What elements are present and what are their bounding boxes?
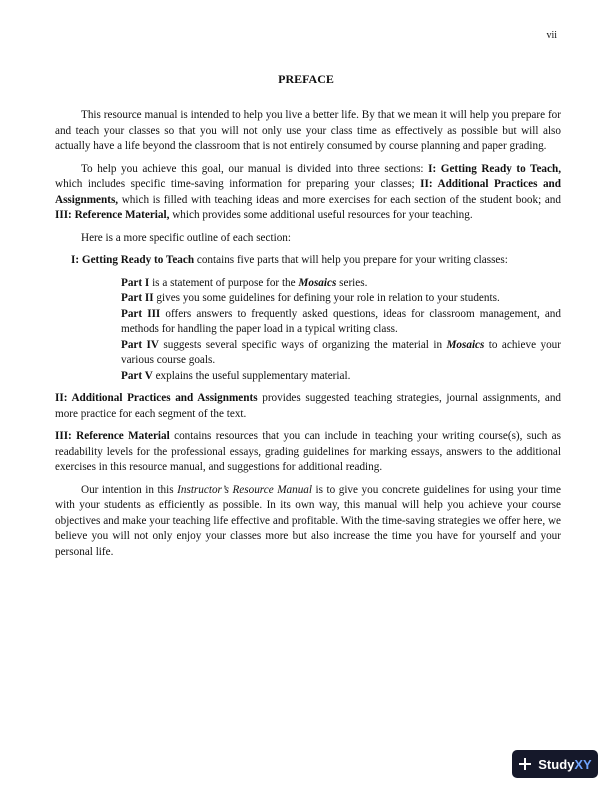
part-item: Part III offers answers to frequently asked questions, ideas for classroom management, and methods for handling the paper load in a typical writing class. [121,307,561,335]
body-text [55,108,561,567]
part-item: Part V explains the useful supplementary material. [121,369,351,382]
part-item: Part I is a statement of purpose for the Mosaics series. [121,276,368,289]
outline-intro: Here is a more specific outline of each section: [81,231,291,244]
part-item: Part IV suggests several specific ways of organizing the material in Mosaics to achieve your various course goals. [121,338,561,366]
page-title: PREFACE [278,72,334,86]
part-item: Part II gives you some guidelines for defining your role in relation to your students. [121,292,500,304]
brand-name: StudyXY [538,756,592,772]
section-2: II: Additional Practices and Assignments provides suggested teaching strategies, journal assignments, and more practice for each segment of the text. [55,392,562,420]
plus-icon [518,757,532,771]
studyxy-badge[interactable] [512,750,598,778]
sections-paragraph: To help you achieve this goal, our manual is divided into three sections: I: Getting Ready to Teach, which includes specific time-saving information for preparing your classes; II: Additional Practices and Assignments, which is filled with teaching ideas and more exercises for each section of the student book; and III: Reference Material, which provides some additional useful resources for your teaching. [55,162,562,221]
closing-paragraph: Our intention in this Instructor’s Resource Manual is to give you concrete guidelines for using your time with your students as efficiently as possible. In its own way, this manual will help you achieve your course objectives and make your teaching life effective and profitable. With the time-saving strategies we offer here, we believe you will not only enjoy your classes more but also increase the time you have for yourself and your personal life. [55,483,561,558]
intro-paragraph: This resource manual is intended to help you live a better life. By that we mean it will help you prepare for and teach your classes so that you will not only use your class time as effectively as possible but will also actually have a life beyond the classroom that is not entirely consumed by course planning and paper grading. [55,109,561,152]
parts-list [121,276,561,385]
section-3: III: Reference Material contains resources that you can include in teaching your writing course(s), such as readability levels for the professional essays, grading guidelines for marking essays, answers to the additional exercises in this resource manual, and suggestions for additional reading. [55,430,561,473]
page-number: vii [546,30,557,41]
section-1: I: Getting Ready to Teach contains five parts that will help you prepare for your writing classes: [71,254,508,266]
